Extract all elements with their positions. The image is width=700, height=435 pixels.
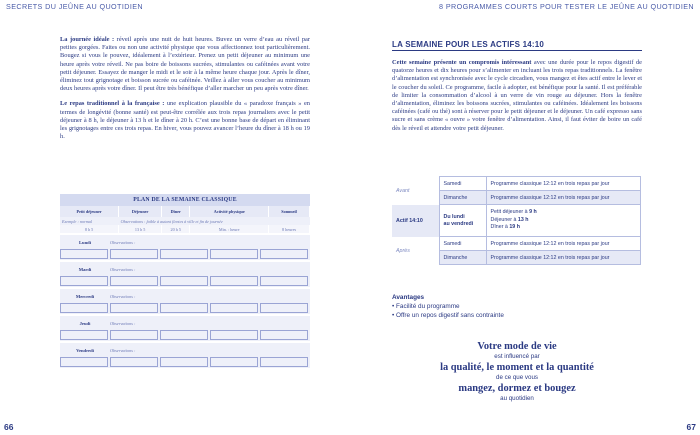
weekdays-line1: Du lundi xyxy=(443,213,465,220)
advantage-item: • Facilité du programme xyxy=(392,303,460,310)
plan-time-sleep: 8 heures xyxy=(269,225,310,233)
quote-line-3: la qualité, le moment et la quantité xyxy=(440,362,594,373)
running-head-left: SECRETS DU JEÛNE AU QUOTIDIEN xyxy=(6,2,143,11)
meal-dinner-time: 19 h xyxy=(509,224,520,231)
plan-col-sleep: Sommeil xyxy=(269,206,310,217)
page-number-left: 66 xyxy=(4,422,14,432)
observations-label: Observations : xyxy=(110,266,136,272)
advantage-item: • Offre un repos digestif sans contrainte xyxy=(392,312,504,319)
plan-cell[interactable] xyxy=(260,330,308,340)
plan-cell[interactable] xyxy=(210,357,258,367)
plan-cell[interactable] xyxy=(60,330,108,340)
text-ideal-day: réveil après une nuit de huit heures. Buvez un verre d’eau au réveil par petites gorgées. Faites ou non une activité physique que vous affectionnez tout particulièrement. Bougez si vous le pouvez, idéalement à l’extérieur. Prenez un petit déjeuner au minimum une heure après votre réveil. Ne pas boire de boissons sucrées, stimulantes ou caféinées avant votre petit déjeuner. Essayez de manger le midi et le soir à la même heure chaque jour. Après le dîner, éliminez tout grignotage et boisson sucrée ou caféinée. Veillez à aller vous coucher au minimum deux heures après votre dîner. Il peut être très bénéfique d’aller marcher un peu après votre dîner. xyxy=(60,36,310,93)
lead-compromise: Cette semaine présente un compromis intéressant xyxy=(392,59,532,66)
plan-col-dinner: Dîner xyxy=(162,206,190,217)
plan-cell[interactable] xyxy=(160,249,208,259)
program-classic: Programme classique 12:12 en trois repas par jour xyxy=(486,177,641,191)
meal-breakfast xyxy=(491,209,637,217)
label-actif: Actif 14:10 xyxy=(392,205,439,237)
plan-cell[interactable] xyxy=(210,249,258,259)
plan-day-monday xyxy=(60,235,310,260)
plan-day-tuesday xyxy=(60,262,310,287)
plan-cell[interactable] xyxy=(210,303,258,313)
meal-dinner-label: Dîner à xyxy=(490,224,510,231)
meal-lunch-label: Déjeuner à xyxy=(490,216,518,223)
text-compromise: avec une durée pour le repos digestif de quatorze heures et dix heures pour s’alimenter en incluant les trois repas traditionnels. La fenêtre d’alimentation est synchronisée avec le cycle circadien, vous mangez et êtes actif entre le lever et le coucher du soleil. Ce programme, facile à adopter, est bénéfique pour la santé. Il est préférable de limiter la consommation d’alcool à un verre de vin rouge au déjeuner. Hors la fenêtre d’alimentation, éliminez les boissons sucrées, stimulantes ou caféinées. Idéalement les boissons caféinées (café ou thé) sont à réserver pour le petit déjeuner et le déjeuner. Un café expresso sans sucre et sans crème « ouvre » votre fenêtre d’alimentation. Ainsi, il faut éviter de boire un café dès le réveil et attendre votre petit déjeuner. xyxy=(392,59,642,132)
plan-cell[interactable] xyxy=(160,357,208,367)
weekdays-line2: au vendredi xyxy=(443,220,474,227)
quote-line-1: Votre mode de vie xyxy=(477,341,557,352)
section-heading: LA SEMAINE POUR LES ACTIFS 14:10 xyxy=(392,40,642,51)
plan-cell[interactable] xyxy=(160,330,208,340)
plan-day-thursday xyxy=(60,316,310,341)
observations-label: Observations : xyxy=(110,239,136,245)
advantages-list xyxy=(392,293,504,320)
lead-traditional-meal: Le repas traditionnel à la française : xyxy=(60,100,165,108)
meal-dinner xyxy=(491,224,637,232)
observations-label: Observations : xyxy=(110,320,136,326)
paragraph-traditional-meal xyxy=(60,100,310,141)
plan-time-dinner: 20 h 5 xyxy=(162,225,190,233)
plan-cell[interactable] xyxy=(160,276,208,286)
page-number-right: 67 xyxy=(686,422,696,432)
day-samedi: Samedi xyxy=(439,177,486,191)
paragraph-ideal-day xyxy=(60,36,310,93)
observations-label: Observations : xyxy=(110,347,136,353)
plan-cell[interactable] xyxy=(210,276,258,286)
day-dimanche: Dimanche xyxy=(439,191,486,205)
plan-cell[interactable] xyxy=(260,249,308,259)
right-page-text xyxy=(392,40,642,140)
plan-cell[interactable] xyxy=(260,276,308,286)
plan-cell[interactable] xyxy=(110,330,158,340)
plan-cell[interactable] xyxy=(210,330,258,340)
meal-lunch-time: 13 h xyxy=(517,216,529,223)
plan-cell[interactable] xyxy=(110,303,158,313)
observations-label: Observations : xyxy=(110,293,136,299)
left-page-text xyxy=(60,36,310,148)
advantage-text: Facilité du programme xyxy=(396,303,460,310)
label-apres: Après xyxy=(396,247,410,254)
day-label: Lundi xyxy=(78,239,91,245)
plan-time-lunch: 13 h 5 xyxy=(119,225,162,233)
lead-ideal-day: La journée idéale : xyxy=(60,36,115,43)
quote-line-6: au quotidien xyxy=(500,395,534,402)
advantage-text: Offre un repos digestif sans contrainte xyxy=(396,312,504,319)
plan-col-lunch: Déjeuner xyxy=(119,206,162,217)
plan-example-obs: Observations : faible à autant (lentes à ville et fin de journée xyxy=(119,217,310,225)
plan-col-activity: Activité physique xyxy=(190,206,269,217)
week-schedule-table xyxy=(392,176,641,265)
meal-times-cell xyxy=(486,205,641,237)
day-samedi: Samedi xyxy=(439,237,486,251)
day-label: Jeudi xyxy=(79,320,91,326)
paragraph-compromise xyxy=(392,59,642,133)
plan-cell[interactable] xyxy=(60,357,108,367)
plan-time-breakfast: 8 h 5 xyxy=(60,225,119,233)
plan-col-breakfast: Petit déjeuner xyxy=(60,206,119,217)
plan-day-wednesday xyxy=(60,289,310,314)
classic-week-plan xyxy=(60,194,310,368)
plan-example-label: Exemple : normal xyxy=(60,217,119,225)
plan-cell[interactable] xyxy=(110,276,158,286)
day-label: Vendredi xyxy=(76,347,94,353)
plan-time-activity: Min. : heure xyxy=(190,225,269,233)
meal-breakfast-label: Petit déjeuner à xyxy=(490,209,530,216)
label-avant: Avant xyxy=(396,187,410,194)
plan-cell[interactable] xyxy=(60,303,108,313)
plan-cell[interactable] xyxy=(60,276,108,286)
day-label: Mercredi xyxy=(75,293,95,299)
program-classic: Programme classique 12:12 en trois repas par jour xyxy=(486,191,641,205)
plan-header-table xyxy=(60,206,310,233)
advantages-heading: Avantages xyxy=(392,294,425,301)
quote-line-2: est influencé par xyxy=(494,353,540,360)
meal-lunch xyxy=(491,217,637,225)
quote-line-4: de ce que vous xyxy=(496,374,538,381)
day-dimanche: Dimanche xyxy=(439,251,486,265)
weekdays-cell xyxy=(439,205,486,237)
plan-cell[interactable] xyxy=(60,249,108,259)
program-classic: Programme classique 12:12 en trois repas par jour xyxy=(486,251,641,265)
plan-cell[interactable] xyxy=(110,357,158,367)
plan-cell[interactable] xyxy=(260,303,308,313)
program-classic: Programme classique 12:12 en trois repas par jour xyxy=(486,237,641,251)
plan-cell[interactable] xyxy=(260,357,308,367)
plan-day-friday xyxy=(60,343,310,368)
plan-title: PLAN DE LA SEMAINE CLASSIQUE xyxy=(60,194,310,206)
running-head-right: 8 PROGRAMMES COURTS POUR TESTER LE JEÛNE AU QUOTIDIEN xyxy=(439,2,694,11)
day-label: Mardi xyxy=(78,266,92,272)
pull-quote xyxy=(392,340,642,403)
quote-line-5: mangez, dormez et bougez xyxy=(458,383,576,394)
meal-breakfast-time: 9 h xyxy=(529,209,537,216)
text-traditional-meal: une explication plausible du « paradoxe français » en termes de longévité (bonne santé) est peut-être corrélée aux trois repas journaliers avec le petit déjeuner à 8 h, le déjeuner à 13 h et le dîner à 20 h. C’est une bonne base de départ en éliminant les grignotages entre ces trois repas. En hiver, vous pouvez avancer l’heure du dîner à 18 h ou 19 h. xyxy=(60,100,310,141)
plan-cell[interactable] xyxy=(110,249,158,259)
plan-cell[interactable] xyxy=(160,303,208,313)
